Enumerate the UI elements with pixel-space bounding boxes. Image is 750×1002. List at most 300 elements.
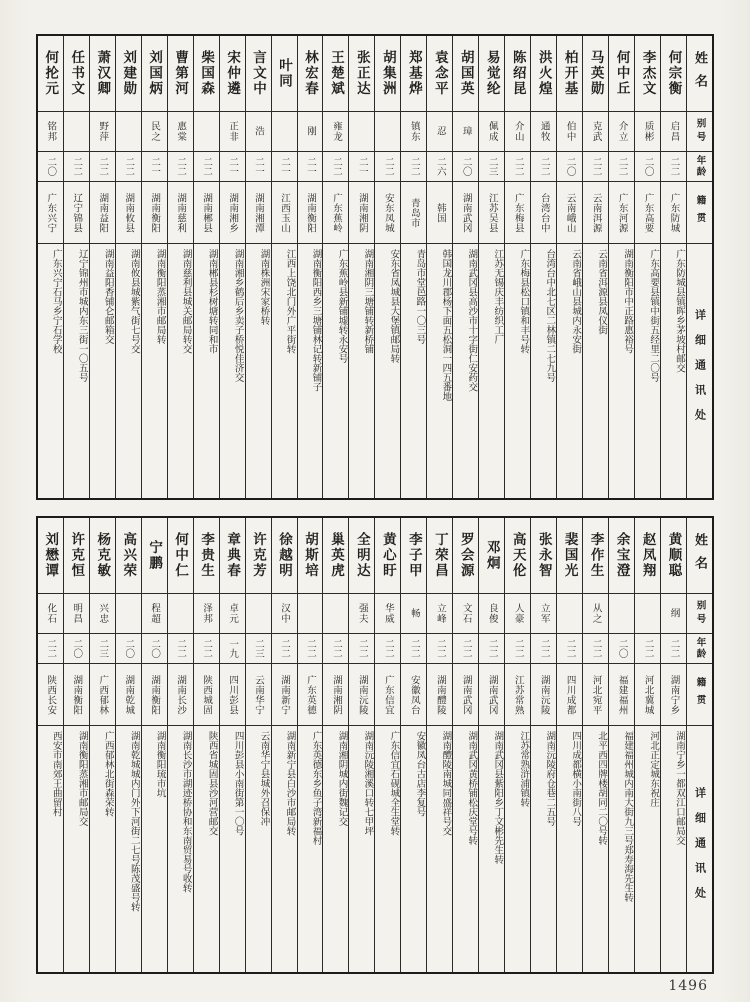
field-label-address: 详细通讯处	[693, 786, 707, 912]
person-address: 北平西四牌楼胡同二〇号转	[596, 731, 608, 845]
person-name: 余宝澄	[609, 518, 634, 594]
person-alias: 人豪	[505, 594, 530, 634]
person-name: 黄顺聪	[661, 518, 686, 594]
person-origin: 湖南衡阳	[142, 664, 167, 726]
person-name: 刘国炳	[142, 36, 167, 112]
person-column	[322, 518, 348, 972]
person-alias: 通牧	[531, 112, 556, 152]
person-age: 二二	[168, 152, 193, 182]
person-origin: 陕西长安	[38, 664, 63, 726]
person-name: 丁荣昌	[427, 518, 452, 594]
person-address: 陕西省城固县沙河营邮交	[206, 731, 218, 836]
person-alias: 铭邦	[38, 112, 63, 152]
person-address: 安徽凤台古店李复号	[414, 731, 426, 817]
person-name: 胡集洲	[375, 36, 400, 112]
directory-block-2	[36, 516, 714, 974]
person-address: 湖南衡阳蒸湘市邮局转	[154, 249, 166, 344]
person-origin: 福建福州	[609, 664, 634, 726]
person-origin: 湖南衡阳	[298, 182, 323, 244]
person-column	[582, 36, 608, 498]
person-column	[426, 518, 452, 972]
person-age: 二二	[298, 634, 323, 664]
person-alias: 佩成	[479, 112, 504, 152]
person-origin: 湖南长沙	[168, 664, 193, 726]
person-origin: 广东防城	[661, 182, 686, 244]
person-name: 柴国森	[194, 36, 219, 112]
person-name: 易觉纶	[479, 36, 504, 112]
person-column	[115, 518, 141, 972]
person-name: 宁鹏	[142, 518, 167, 594]
person-origin: 湖南湘乡	[220, 182, 245, 244]
person-column	[400, 36, 426, 498]
person-origin: 安东凤城	[375, 182, 400, 244]
person-age: 二二	[583, 634, 608, 664]
person-age: 二〇	[635, 152, 660, 182]
person-address: 云南华宁县城外召保冲	[258, 731, 270, 826]
person-age: 二〇	[609, 634, 634, 664]
person-alias: 立峰	[427, 594, 452, 634]
person-column	[297, 518, 323, 972]
field-label-address: 详细通讯处	[693, 308, 707, 434]
person-alias: 质彬	[635, 112, 660, 152]
person-age: 二二	[635, 634, 660, 664]
person-origin: 湖南沅陵	[349, 664, 374, 726]
person-age: 二三	[479, 152, 504, 182]
person-address: 河北正定城东祝庄	[648, 731, 660, 807]
person-address: 广东蕉岭县新铺墟转永安号	[336, 249, 348, 363]
person-age: 二一	[142, 152, 167, 182]
person-address: 湖南沅陵府仓巷二五号	[544, 731, 556, 826]
person-origin: 湖南沅陵	[531, 664, 556, 726]
person-address: 湖南株洲宋家桥转	[258, 249, 270, 325]
person-column	[322, 36, 348, 498]
person-age: 二一	[349, 152, 374, 182]
person-age: 二二	[194, 152, 219, 182]
person-column	[452, 36, 478, 498]
person-name: 赵凤翔	[635, 518, 660, 594]
person-name: 李杰文	[635, 36, 660, 112]
person-origin: 湖南攸县	[116, 182, 141, 244]
field-label-name: 姓名	[687, 518, 712, 594]
person-column	[89, 518, 115, 972]
person-address: 台湾台中北七区二林镇二七九号	[544, 249, 556, 382]
person-column	[219, 518, 245, 972]
person-column	[348, 518, 374, 972]
person-column	[608, 36, 634, 498]
person-age: 二〇	[142, 634, 167, 664]
person-origin: 广东信宜	[375, 664, 400, 726]
person-column	[348, 36, 374, 498]
person-column	[634, 36, 660, 498]
person-address: 湖南乾城城内门外下河街二七号陈茂盛号转	[128, 731, 140, 912]
person-address: 湖南醴陵南城同盛祥号交	[440, 731, 452, 836]
person-column	[374, 518, 400, 972]
person-name: 任书文	[64, 36, 89, 112]
person-column	[38, 36, 63, 498]
person-address: 湖南长沙市湖迹桥协和东南贸易号收转	[180, 731, 192, 893]
person-address: 青岛市堂邑路一〇三号	[414, 249, 426, 344]
person-alias	[349, 112, 374, 152]
person-alias: 强夫	[349, 594, 374, 634]
person-name: 杨克敏	[90, 518, 115, 594]
person-address: 湖南湘乡鹤后乡卖子桥悦佳济交	[232, 249, 244, 382]
person-alias	[64, 112, 89, 152]
person-address: 辽宁锦州市城内东三街一〇五号	[76, 249, 88, 382]
person-column	[115, 36, 141, 498]
person-age: 二二	[453, 634, 478, 664]
person-address: 湖南衡阳蒸湘市邮局交	[76, 731, 88, 826]
person-origin: 江苏常熟	[505, 664, 530, 726]
person-name: 李子甲	[401, 518, 426, 594]
person-alias: 介立	[609, 112, 634, 152]
person-age: 二二	[661, 634, 686, 664]
person-address: 广东兴宁石马乡宁石学校	[50, 249, 62, 354]
person-name: 何中仁	[168, 518, 193, 594]
person-age: 二二	[401, 152, 426, 182]
person-address: 湖南新宁县白沙市邮局转	[284, 731, 296, 836]
person-column	[271, 36, 297, 498]
person-alias: 启昌	[661, 112, 686, 152]
person-origin: 青岛市	[401, 182, 426, 244]
person-age: 二一	[246, 152, 271, 182]
field-label-alias: 别号	[687, 594, 712, 634]
person-origin: 湖南慈利	[168, 182, 193, 244]
person-origin: 湖南益阳	[90, 182, 115, 244]
person-name: 许克芳	[246, 518, 271, 594]
person-origin: 湖南武冈	[479, 664, 504, 726]
person-column	[193, 518, 219, 972]
person-name: 徐越明	[272, 518, 297, 594]
person-alias: 立军	[531, 594, 556, 634]
person-age: 二二	[90, 152, 115, 182]
person-origin: 湖南郴县	[194, 182, 219, 244]
person-origin: 韩国	[427, 182, 452, 244]
person-name: 何宗衡	[661, 36, 686, 112]
person-name: 李作生	[583, 518, 608, 594]
person-alias: 华威	[375, 594, 400, 634]
person-column	[582, 518, 608, 972]
person-address: 湖南衡阳琉市坑	[154, 731, 166, 798]
person-age: 二二	[168, 634, 193, 664]
person-alias	[375, 112, 400, 152]
person-name: 林宏春	[298, 36, 323, 112]
person-alias: 程超	[142, 594, 167, 634]
person-name: 李贵生	[194, 518, 219, 594]
person-age: 二二	[272, 634, 297, 664]
person-alias: 浩	[246, 112, 271, 152]
person-alias	[609, 594, 634, 634]
person-name: 邓炯	[479, 518, 504, 594]
person-column	[530, 518, 556, 972]
person-name: 全明达	[349, 518, 374, 594]
person-address: 湖南宁乡一都双江口邮局交	[674, 731, 686, 845]
person-age: 二六	[427, 152, 452, 182]
field-header-column	[686, 36, 712, 498]
person-name: 叶同	[272, 36, 297, 112]
field-label-age: 年龄	[687, 634, 712, 664]
person-name: 陈绍昆	[505, 36, 530, 112]
person-age: 二二	[194, 634, 219, 664]
person-address: 湖南益阳香铺仑邮箱交	[102, 249, 114, 344]
person-origin: 云南峨山	[557, 182, 582, 244]
person-address: 广东梅县松口镇和丰号转	[518, 249, 530, 354]
person-alias	[168, 594, 193, 634]
person-name: 高兴荣	[116, 518, 141, 594]
person-name: 高天伦	[505, 518, 530, 594]
person-alias: 畅	[401, 594, 426, 634]
person-alias: 镇东	[401, 112, 426, 152]
person-column	[660, 36, 686, 498]
person-name: 宋仲遴	[220, 36, 245, 112]
field-label-name: 姓名	[687, 36, 712, 112]
person-age: 二三	[246, 634, 271, 664]
person-age: 二〇	[38, 152, 63, 182]
person-age: 二〇	[453, 152, 478, 182]
person-age: 二二	[116, 152, 141, 182]
person-column	[374, 36, 400, 498]
person-origin: 四川成都	[557, 664, 582, 726]
person-address: 湖南衡阳市中正路惠裕号	[622, 249, 634, 354]
person-alias: 野萍	[90, 112, 115, 152]
person-alias: 明昌	[64, 594, 89, 634]
person-column	[426, 36, 452, 498]
person-column	[63, 518, 89, 972]
person-name: 袁念平	[427, 36, 452, 112]
person-origin: 广西郁林	[90, 664, 115, 726]
person-alias: 化石	[38, 594, 63, 634]
person-address: 西安市南郊王曲留村	[50, 731, 62, 817]
person-alias	[246, 594, 271, 634]
person-name: 洪火煌	[531, 36, 556, 112]
person-name: 何抡元	[38, 36, 63, 112]
person-address: 四川成都横小南街八号	[570, 731, 582, 826]
person-origin: 湖南衡阳	[142, 182, 167, 244]
person-alias: 惠棠	[168, 112, 193, 152]
person-origin: 湖南湘阴	[349, 182, 374, 244]
person-origin: 陕西城固	[194, 664, 219, 726]
person-column	[141, 518, 167, 972]
person-address: 湖南武冈县紫阳乡丁文彬先生转	[492, 731, 504, 864]
person-alias: 正非	[220, 112, 245, 152]
person-column	[141, 36, 167, 498]
person-age: 二二	[375, 152, 400, 182]
person-alias: 兴忠	[90, 594, 115, 634]
person-age: 二〇	[64, 634, 89, 664]
person-name: 黄心盱	[375, 518, 400, 594]
person-alias: 泽邦	[194, 594, 219, 634]
person-address: 江西上饶北门外广平街转	[284, 249, 296, 354]
person-alias: 刚	[298, 112, 323, 152]
person-column	[245, 518, 271, 972]
person-address: 云南省洱源县凤仪街	[596, 249, 608, 335]
person-age: 一九	[220, 634, 245, 664]
person-column	[400, 518, 426, 972]
person-address: 湖南湘阴城内街魏记交	[336, 731, 348, 826]
person-origin: 云南洱源	[583, 182, 608, 244]
person-origin: 安徽凤台	[401, 664, 426, 726]
person-origin: 湖南湘阴	[323, 664, 348, 726]
person-name: 柏开基	[557, 36, 582, 112]
person-age: 二二	[323, 634, 348, 664]
person-origin: 四川彭县	[220, 664, 245, 726]
person-alias: 文石	[453, 594, 478, 634]
person-column	[634, 518, 660, 972]
person-alias: 伯中	[557, 112, 582, 152]
person-address: 江苏无锡庆丰纺织工厂	[492, 249, 504, 344]
person-address: 湖南武冈县高沙市十字街仁安药交	[466, 249, 478, 392]
page-number: 1496	[668, 978, 708, 994]
person-age: 二二	[557, 634, 582, 664]
person-column	[193, 36, 219, 498]
person-origin: 江西玉山	[272, 182, 297, 244]
person-origin: 云南华宁	[246, 664, 271, 726]
person-column	[660, 518, 686, 972]
field-header-column	[686, 518, 712, 972]
person-name: 裴国光	[557, 518, 582, 594]
person-origin: 湖南宁乡	[661, 664, 686, 726]
person-age: 二二	[479, 634, 504, 664]
person-address: 湖南沅陵湘溪口转七甲坪	[362, 731, 374, 836]
person-origin: 河北宛平	[583, 664, 608, 726]
person-address: 湖南郴县杉树塘转同和市	[206, 249, 218, 354]
person-alias	[194, 112, 219, 152]
person-address: 湖南慈利县城关邮局转交	[180, 249, 192, 354]
person-column	[245, 36, 271, 498]
person-name: 马英勋	[583, 36, 608, 112]
person-origin: 广东梅县	[505, 182, 530, 244]
person-alias: 介山	[505, 112, 530, 152]
person-column	[556, 36, 582, 498]
person-age: 二二	[505, 634, 530, 664]
person-age: 二二	[531, 152, 556, 182]
person-age: 二二	[64, 152, 89, 182]
person-address: 广东信宜石砚城全生堂转	[388, 731, 400, 836]
person-column	[89, 36, 115, 498]
person-column	[530, 36, 556, 498]
person-column	[271, 518, 297, 972]
person-alias: 卓元	[220, 594, 245, 634]
person-name: 刘建勋	[116, 36, 141, 112]
person-address: 湖南武冈黄桥铺松庆堂号转	[466, 731, 478, 845]
person-address: 湖南湘阴三塘铺转新桥铺	[362, 249, 374, 354]
directory-block-1	[36, 34, 714, 500]
person-origin: 广东兴宁	[38, 182, 63, 244]
person-address: 江苏常熟浒浦镇转	[518, 731, 530, 807]
person-age: 二二	[505, 152, 530, 182]
person-age: 二二	[349, 634, 374, 664]
person-origin: 湖南醴陵	[427, 664, 452, 726]
person-origin: 湖南乾城	[116, 664, 141, 726]
person-alias: 雍龙	[323, 112, 348, 152]
person-address: 韩国龙川郡杨下面五松洞一四五番地	[440, 249, 452, 401]
person-age: 二〇	[116, 634, 141, 664]
person-name: 张正达	[349, 36, 374, 112]
person-column	[556, 518, 582, 972]
person-origin: 河北冀城	[635, 664, 660, 726]
person-origin: 湖南武冈	[453, 182, 478, 244]
person-address: 安东省凤城县大堡镇邮局转	[388, 249, 400, 363]
person-alias: 纲	[661, 594, 686, 634]
person-age: 二一	[220, 152, 245, 182]
person-column	[167, 518, 193, 972]
person-alias: 民之	[142, 112, 167, 152]
person-name: 言文中	[246, 36, 271, 112]
person-origin: 广东蕉岭	[323, 182, 348, 244]
person-alias: 璋	[453, 112, 478, 152]
person-origin: 台湾台中	[531, 182, 556, 244]
person-column	[478, 518, 504, 972]
person-origin: 湖南湘潭	[246, 182, 271, 244]
person-column	[478, 36, 504, 498]
person-address: 四川彭县小南街第一〇号	[232, 731, 244, 836]
person-address: 广东防城县镇晖乡茅坡村邮交	[674, 249, 686, 373]
person-column	[219, 36, 245, 498]
person-alias: 从之	[583, 594, 608, 634]
person-age: 二一	[272, 152, 297, 182]
person-origin: 湖南衡阳	[64, 664, 89, 726]
person-address: 云南省峨山县城内永安街	[570, 249, 582, 354]
person-name: 王楚斌	[323, 36, 348, 112]
person-origin: 江苏吴县	[479, 182, 504, 244]
person-address: 湖南攸县城紫气街七号交	[128, 249, 140, 354]
field-label-origin: 籍贯	[687, 664, 712, 726]
person-origin: 湖南武冈	[453, 664, 478, 726]
person-column	[452, 518, 478, 972]
person-age: 二二	[427, 634, 452, 664]
person-column	[38, 518, 63, 972]
person-age: 二二	[609, 152, 634, 182]
person-alias	[557, 594, 582, 634]
person-name: 张永智	[531, 518, 556, 594]
person-column	[167, 36, 193, 498]
person-address: 湖南衡阳西乡三塘铺林记转新铺子	[310, 249, 322, 392]
person-age: 二二	[375, 634, 400, 664]
person-column	[297, 36, 323, 498]
person-alias	[116, 594, 141, 634]
person-name: 巢英虎	[323, 518, 348, 594]
person-name: 何中丘	[609, 36, 634, 112]
person-age: 二三	[90, 634, 115, 664]
field-label-alias: 别号	[687, 112, 712, 152]
person-name: 刘懋谭	[38, 518, 63, 594]
person-age: 二二	[401, 634, 426, 664]
person-name: 罗会源	[453, 518, 478, 594]
person-address: 福建福州城内南大街九三号郑寿海先生转	[622, 731, 634, 902]
person-origin: 辽宁锦县	[64, 182, 89, 244]
person-age: 二一	[298, 152, 323, 182]
person-origin: 湖南新宁	[272, 664, 297, 726]
person-column	[608, 518, 634, 972]
person-address: 广东高要县镇中街五经里二〇号	[648, 249, 660, 382]
person-name: 许克恒	[64, 518, 89, 594]
field-label-origin: 籍贯	[687, 182, 712, 244]
person-alias	[272, 112, 297, 152]
field-label-age: 年龄	[687, 152, 712, 182]
person-column	[63, 36, 89, 498]
person-age: 二二	[661, 152, 686, 182]
person-name: 曹第河	[168, 36, 193, 112]
person-name: 胡斯培	[298, 518, 323, 594]
person-origin: 广东英德	[298, 664, 323, 726]
person-address: 广西郁林北街森荣转	[102, 731, 114, 817]
person-alias: 汉中	[272, 594, 297, 634]
person-origin: 广东河源	[609, 182, 634, 244]
person-alias	[116, 112, 141, 152]
person-name: 胡国英	[453, 36, 478, 112]
person-name: 萧汉卿	[90, 36, 115, 112]
person-age: 二〇	[557, 152, 582, 182]
person-alias: 克武	[583, 112, 608, 152]
